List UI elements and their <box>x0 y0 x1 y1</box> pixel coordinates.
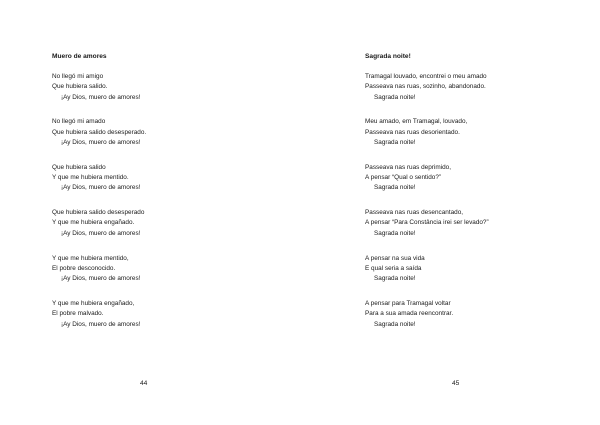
verse-line: Para a sua amada reencontrar. <box>365 310 454 318</box>
verse-line: E qual seria a saída <box>365 264 422 272</box>
verse-line: Passeava nas ruas desorientado. <box>365 128 460 136</box>
refrain-line: ¡Ay Dios, muero de amores! <box>61 93 141 101</box>
refrain-line: ¡Ay Dios, muero de amores! <box>61 138 141 146</box>
stanza <box>52 254 146 285</box>
verse-line: Que hubiera salido desesperado. <box>52 128 147 136</box>
verse-line: A pensar “Para Constância irei ser levado?” <box>365 219 489 227</box>
refrain-line: ¡Ay Dios, muero de amores! <box>61 184 141 192</box>
page-number: 44 <box>140 380 148 387</box>
right-page <box>300 0 600 425</box>
verse-line: A pensar na sua vida <box>365 254 425 262</box>
refrain-line: Sagrada noite! <box>374 275 416 283</box>
verse-line: Que hubiera salido. <box>52 83 108 91</box>
refrain-line: Sagrada noite! <box>374 138 416 146</box>
refrain-line: Sagrada noite! <box>374 320 416 328</box>
poem-body <box>365 72 489 344</box>
verse-line: Passeava nas ruas, sozinho, abandonado. <box>365 83 486 91</box>
refrain-line: ¡Ay Dios, muero de amores! <box>61 320 141 328</box>
verse-line: Que hubiera salido <box>52 163 106 171</box>
stanza <box>365 117 489 148</box>
verse-line: Y que me hubiera mentido, <box>52 254 129 262</box>
stanza <box>52 208 146 239</box>
stanza <box>365 208 489 239</box>
page-number: 45 <box>452 380 460 387</box>
refrain-line: Sagrada noite! <box>374 229 416 237</box>
refrain-line: ¡Ay Dios, muero de amores! <box>61 229 141 237</box>
verse-line: Tramagal louvado, encontrei o meu amado <box>365 73 487 80</box>
verse-line: Passeava nas ruas deprimido, <box>365 163 451 171</box>
verse-line: Que hubiera salido desesperado <box>52 209 145 217</box>
poem-title: Muero de amores <box>52 53 107 60</box>
refrain-line: Sagrada noite! <box>374 184 416 192</box>
stanza <box>365 163 489 194</box>
stanza <box>52 163 146 194</box>
verse-line: A pensar para Tramagal voltar <box>365 299 451 307</box>
poem-body <box>52 72 146 344</box>
verse-line: Y que me hubiera mentido. <box>52 174 129 182</box>
stanza <box>52 72 146 103</box>
refrain-line: Sagrada noite! <box>374 93 416 101</box>
verse-line: Y que me hubiera engañado, <box>52 299 135 307</box>
stanza <box>52 117 146 148</box>
verse-line: Passeava nas ruas desencantado, <box>365 209 464 217</box>
stanza <box>52 299 146 330</box>
verse-line: El pobre malvado. <box>52 310 104 318</box>
verse-line: A pensar “Qual o sentido?” <box>365 174 442 182</box>
verse-line: Y que me hubiera engañado. <box>52 219 135 227</box>
poem-title: Sagrada noite! <box>365 53 411 60</box>
verse-line: El pobre desconocido. <box>52 264 116 272</box>
stanza <box>365 72 489 103</box>
verse-line: Meu amado, em Tramagal, louvado, <box>365 118 468 126</box>
refrain-line: ¡Ay Dios, muero de amores! <box>61 275 141 283</box>
stanza <box>365 299 489 330</box>
verse-line: No llegó mi amado <box>52 118 106 126</box>
stanza <box>365 254 489 285</box>
verse-line: No llegó mi amigo <box>52 73 104 80</box>
